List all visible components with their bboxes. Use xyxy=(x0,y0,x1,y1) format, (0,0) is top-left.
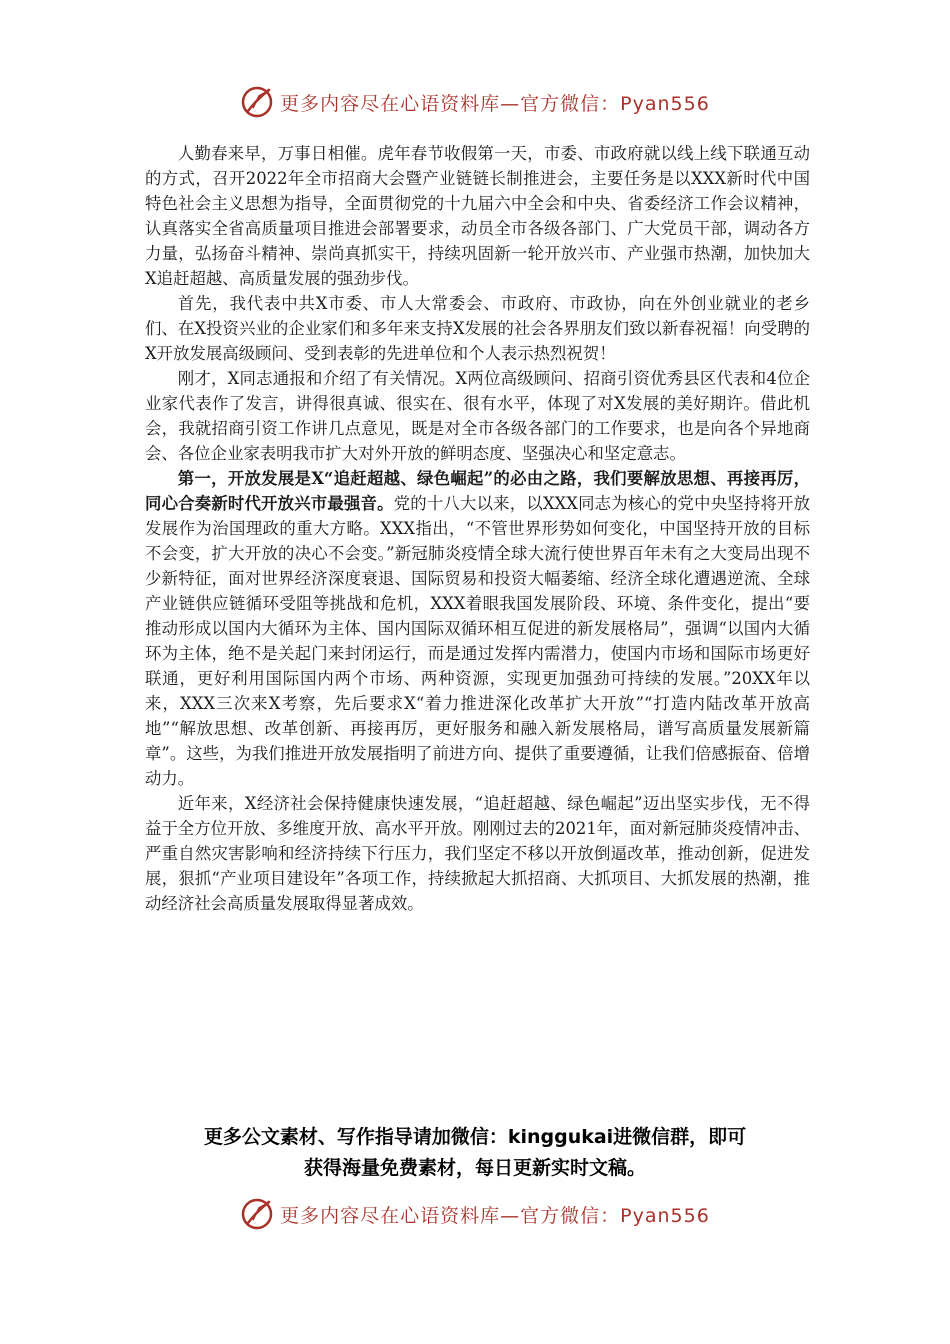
promo-line-1: 更多公文素材、写作指导请加微信：kinggukai进微信群，即可 xyxy=(203,1126,747,1148)
paragraph-text: 人勤春来早，万事日相催。虎年春节收假第一天，市委、市政府就以线上线下联通互动的方式，召开2022年全市招商大会暨产业链链长制推进会，主要任务是以XXX新时代中国特色社会主义思想为指导，全面贯彻党的十九届六中全会和中央、省委经济工作会议精神，认真落实全省高质量项目推进会部署要求，动员全市各级各部门、广大党员干部，调动各方力量，弘扬奋斗精神、崇尚真抓实干，持续巩固新一轮开放兴市、产业强市热潮，加快加大X追赶超越、高质量发展的强劲步伐。 xyxy=(145,144,810,288)
promo-note xyxy=(140,1122,810,1184)
paragraph xyxy=(145,291,810,366)
paragraph xyxy=(145,141,810,291)
paragraph-text: 首先，我代表中共X市委、市人大常委会、市政府、市政协，向在外创业就业的老乡们、在X投资兴业的企业家们和多年来支持X发展的社会各界朋友们致以新春祝福！向受聘的X开放发展高级顾问、受到表彰的先进单位和个人表示热烈祝贺！ xyxy=(145,294,810,363)
quill-seal-icon xyxy=(240,1197,274,1231)
header-banner xyxy=(0,82,950,122)
paragraph-text: 党的十八大以来，以XXX同志为核心的党中央坚持将开放发展作为治国理政的重大方略。XXX指出，“不管世界形势如何变化，中国坚持开放的目标不会变，扩大开放的决心不会变。”新冠肺炎疫情全球大流行使世界百年未有之大变局出现不少新特征，面对世界经济深度衰退、国际贸易和投资大幅萎缩、经济全球化遭遇逆流、全球产业链供应链循环受阻等挑战和危机，XXX着眼我国发展阶段、环境、条件变化，提出“要推动形成以国内大循环为主体、国内国际双循环相互促进的新发展格局”，强调“以国内大循环为主体，绝不是关起门来封闭运行，而是通过发挥内需潜力，使国内市场和国际市场更好联通，更好利用国际国内两个市场、两种资源，实现更加强劲可持续的发展。”20XX年以来，XXX三次来X考察，先后要求X“着力推进深化改革扩大开放”“打造内陆改革开放高地”“解放思想、改革创新、再接再厉，更好服务和融入新发展格局，谱写高质量发展新篇章”。这些，为我们推进开放发展指明了前进方向、提供了重要遵循，让我们倍感振奋、倍增动力。 xyxy=(145,494,810,788)
footer-banner xyxy=(0,1194,950,1234)
footer-banner-text: 更多内容尽在心语资料库—官方微信：Pyan556 xyxy=(280,1204,710,1227)
paragraph-bold-lead: 第一，开放发展是X“追赶超越、绿色崛起”的必由之路，我们要解放思想、再接再厉，同心合奏新时代开放兴市最强音。 xyxy=(145,469,810,513)
paragraph xyxy=(145,366,810,466)
quill-seal-icon xyxy=(240,85,274,119)
paragraph xyxy=(145,791,810,916)
paragraph-text: 刚才，X同志通报和介绍了有关情况。X两位高级顾问、招商引资优秀县区代表和4位企业家代表作了发言，讲得很真诚、很实在、很有水平，体现了对X发展的美好期许。借此机会，我就招商引资工作讲几点意见，既是对全市各级各部门的工作要求，也是向各个异地商会、各位企业家表明我市扩大对外开放的鲜明态度、坚强决心和坚定意志。 xyxy=(145,369,810,463)
paragraph xyxy=(145,466,810,791)
paragraph-text: 近年来，X经济社会保持健康快速发展，“追赶超越、绿色崛起”迈出坚实步伐，无不得益于全方位开放、多维度开放、高水平开放。刚刚过去的2021年，面对新冠肺炎疫情冲击、严重自然灾害影响和经济持续下行压力，我们坚定不移以开放倒逼改革，推动创新，促进发展，狠抓“产业项目建设年”各项工作，持续掀起大抓招商、大抓项目、大抓发展的热潮，推动经济社会高质量发展取得显著成效。 xyxy=(145,794,810,913)
document-body xyxy=(145,141,810,916)
header-banner-text: 更多内容尽在心语资料库—官方微信：Pyan556 xyxy=(280,92,710,115)
promo-line-2: 获得海量免费素材，每日更新实时文稿。 xyxy=(303,1157,646,1179)
